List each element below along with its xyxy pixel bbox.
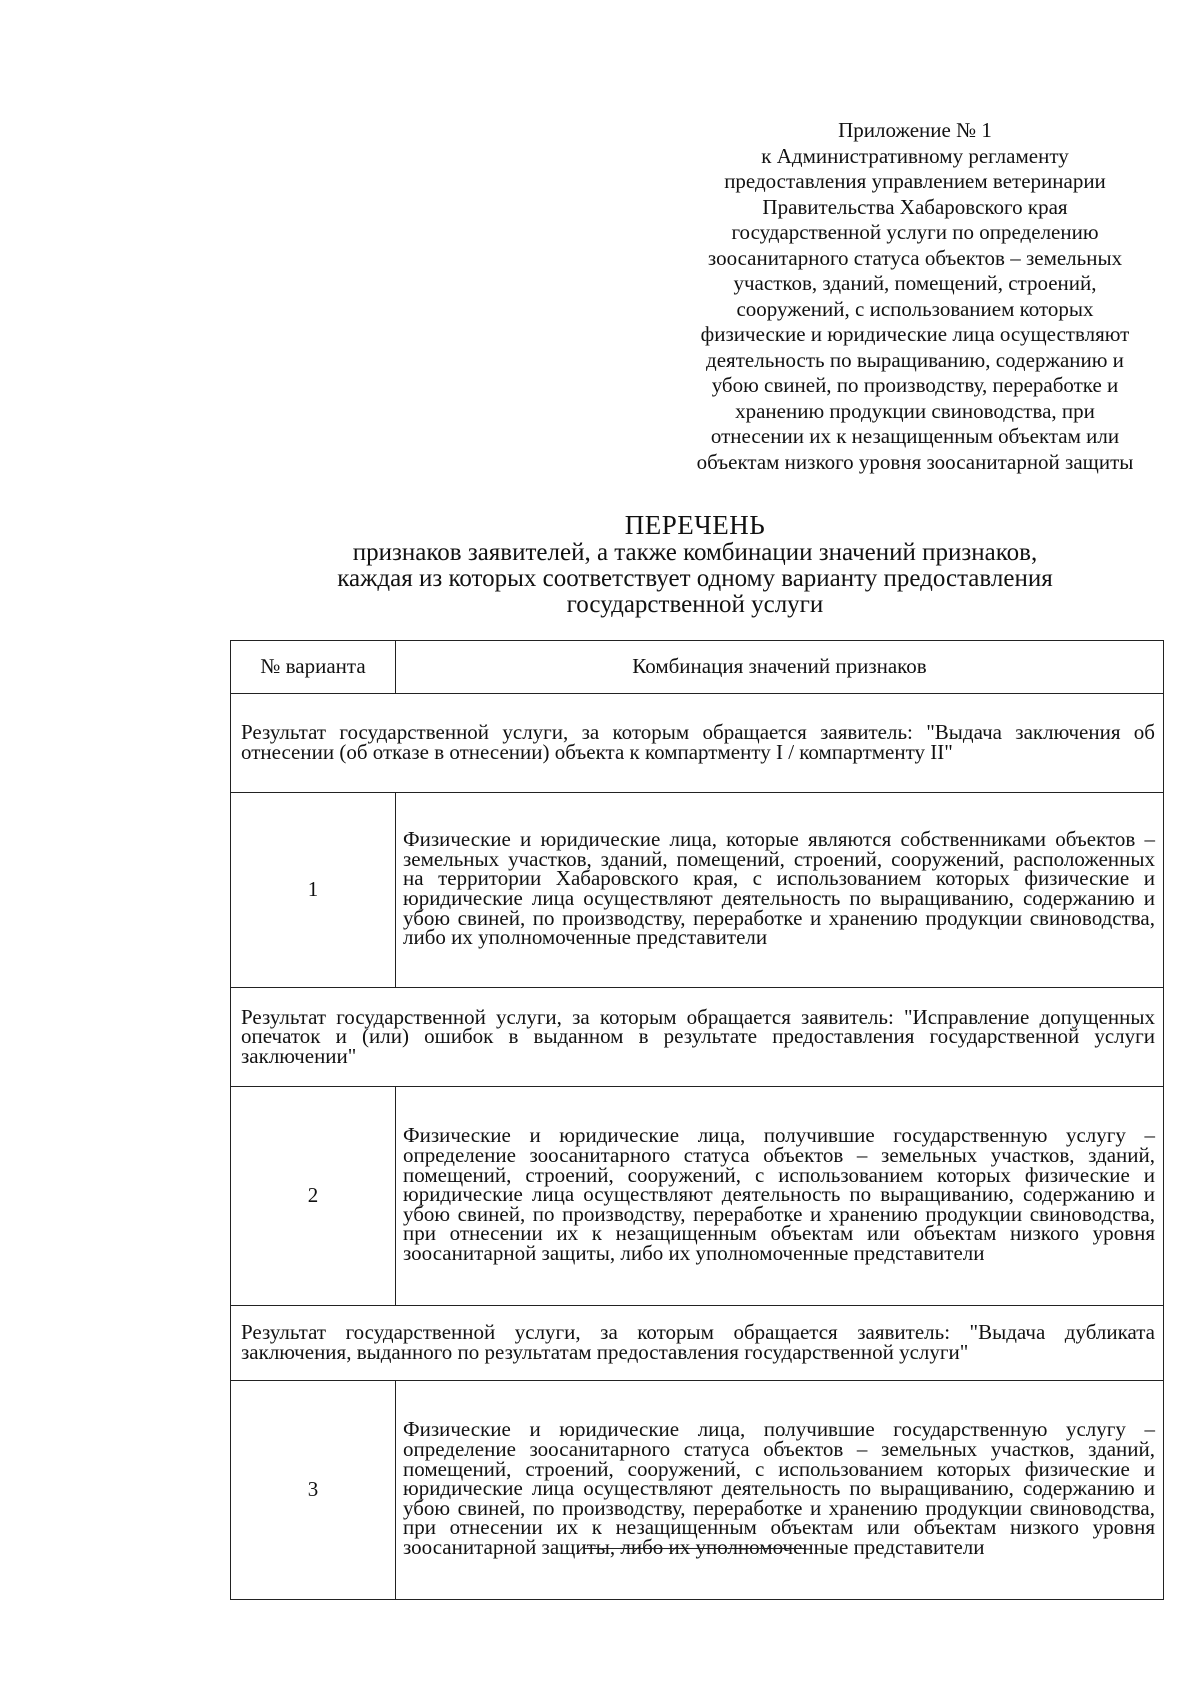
appendix-line: отнесении их к незащищенным объектам или	[710, 424, 1120, 448]
end-divider	[585, 1548, 805, 1549]
result-text: Результат государственной услуги, за которым обращается заявитель: "Исправление допущенных опечаток и (или) ошибок в выданном в результате предоставления государственной услуги заключении"	[231, 988, 1164, 1087]
table-header-row	[231, 641, 1164, 694]
variant-row	[231, 1087, 1164, 1306]
variant-row	[231, 1381, 1164, 1600]
appendix-line: зоосанитарного статуса объектов – земельных	[707, 245, 1123, 270]
variant-description: Физические и юридические лица, получившие государственную услугу – определение зоосанитарного статуса объектов – земельных участков, зданий, помещений, строений, сооружений, с использованием которых физические и юридические лица осуществляют деятельность по выращиванию, содержанию и убою свиней, по производству, переработке и хранению продукции свиноводства, при отнесении их к незащищенным объектам или объектам низкого уровня зоосанитарной защиты, либо их уполномоченные представители	[396, 1381, 1164, 1600]
list-subtitle-line: каждая из которых соответствует одному варианту предоставления	[337, 565, 1053, 592]
variant-description: Физические и юридические лица, получившие государственную услугу – определение зоосанитарного статуса объектов – земельных участков, зданий, помещений, строений, сооружений, с использованием которых физические и юридические лица осуществляют деятельность по выращиванию, содержанию и убою свиней, по производству, переработке и хранению продукции свиноводства, при отнесении их к незащищенным объектам или объектам низкого уровня зоосанитарной защиты, либо их уполномоченные представители	[396, 1087, 1164, 1306]
appendix-line: Правительства Хабаровского края	[762, 194, 1068, 219]
appendix-line: государственной услуги по определению	[731, 220, 1099, 244]
list-title-block	[230, 510, 1160, 618]
result-text: Результат государственной услуги, за которым обращается заявитель: "Выдача заключения об отнесении (об отказе в отнесении) объекта к компартменту I / компартменту II"	[231, 694, 1164, 793]
result-row	[231, 694, 1164, 793]
appendix-line: участков, зданий, помещений, строений,	[733, 271, 1097, 295]
appendix-line: Приложение № 1	[838, 118, 992, 142]
variant-number: 3	[231, 1381, 396, 1600]
appendix-line: убою свиней, по производству, переработке и	[711, 373, 1119, 397]
appendix-line: объектам низкого уровня зоосанитарной защиты	[696, 449, 1134, 474]
appendix-line: хранению продукции свиноводства, при	[735, 398, 1095, 423]
variant-description: Физические и юридические лица, которые являются собственниками объектов – земельных участков, зданий, помещений, строений, сооружений, расположенных на территории Хабаровского края, с использованием которых физические и юридические лица осуществляют деятельность по выращиванию, содержанию и убою свиней, по производству, переработке и хранению продукции свиноводства, либо их уполномоченные представители	[396, 793, 1164, 988]
result-row	[231, 1306, 1164, 1381]
variant-number: 2	[231, 1087, 396, 1306]
list-subtitle	[230, 540, 1160, 618]
variant-row	[231, 793, 1164, 988]
variants-table	[230, 640, 1164, 1600]
header-combination: Комбинация значений признаков	[396, 641, 1164, 694]
appendix-block	[655, 118, 1175, 475]
appendix-line: к Административному регламенту	[761, 143, 1069, 168]
header-variant-number: № варианта	[231, 641, 396, 694]
appendix-line: предоставления управлением ветеринарии	[724, 169, 1106, 193]
appendix-line: деятельность по выращиванию, содержанию и	[706, 347, 1124, 372]
list-subtitle-line: признаков заявителей, а также комбинации значений признаков,	[352, 539, 1038, 566]
result-row	[231, 988, 1164, 1087]
appendix-line: сооружений, с использованием которых	[736, 296, 1094, 321]
list-heading: ПЕРЕЧЕНЬ	[624, 510, 766, 540]
appendix-line: физические и юридические лица осуществляют	[700, 322, 1130, 346]
list-subtitle-line: государственной услуги	[566, 591, 824, 618]
variant-number: 1	[231, 793, 396, 988]
result-text: Результат государственной услуги, за которым обращается заявитель: "Выдача дубликата заключения, выданного по результатам предоставления государственной услуги"	[231, 1306, 1164, 1381]
